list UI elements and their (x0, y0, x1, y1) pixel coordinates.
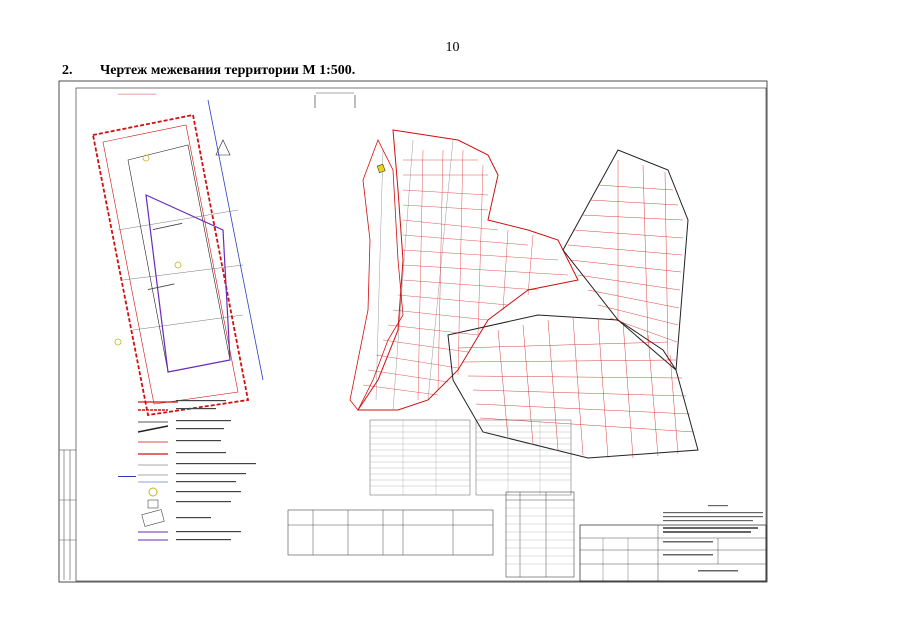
svg-text:▬▬▬▬▬▬▬▬▬: ▬▬▬▬▬▬▬▬▬ (147, 281, 175, 291)
inset-plan (93, 92, 263, 415)
svg-text:══════════════════: ══════════════════ (118, 92, 157, 96)
title-block (580, 525, 766, 581)
sheet-inner-frame (76, 88, 766, 581)
sheet-outer-frame (59, 81, 767, 582)
section-title: Чертеж межевания территории М 1:500. (100, 63, 356, 78)
main-map (315, 93, 698, 458)
boundary-point-table (506, 492, 574, 577)
section-heading (62, 63, 355, 79)
page-number: 10 (445, 40, 460, 55)
cadastral-map-drawing (58, 80, 768, 583)
highlighted-parcel-marker (377, 164, 385, 173)
coordinate-tables (370, 420, 571, 495)
svg-text:▬▬▬▬▬▬▬▬▬▬: ▬▬▬▬▬▬▬▬▬▬ (152, 220, 183, 231)
title-block-top-notes (663, 505, 763, 521)
parcel-table (288, 510, 493, 555)
legend-area (118, 400, 256, 540)
section-number: 2. (62, 63, 73, 78)
drawing-svg (58, 80, 768, 583)
